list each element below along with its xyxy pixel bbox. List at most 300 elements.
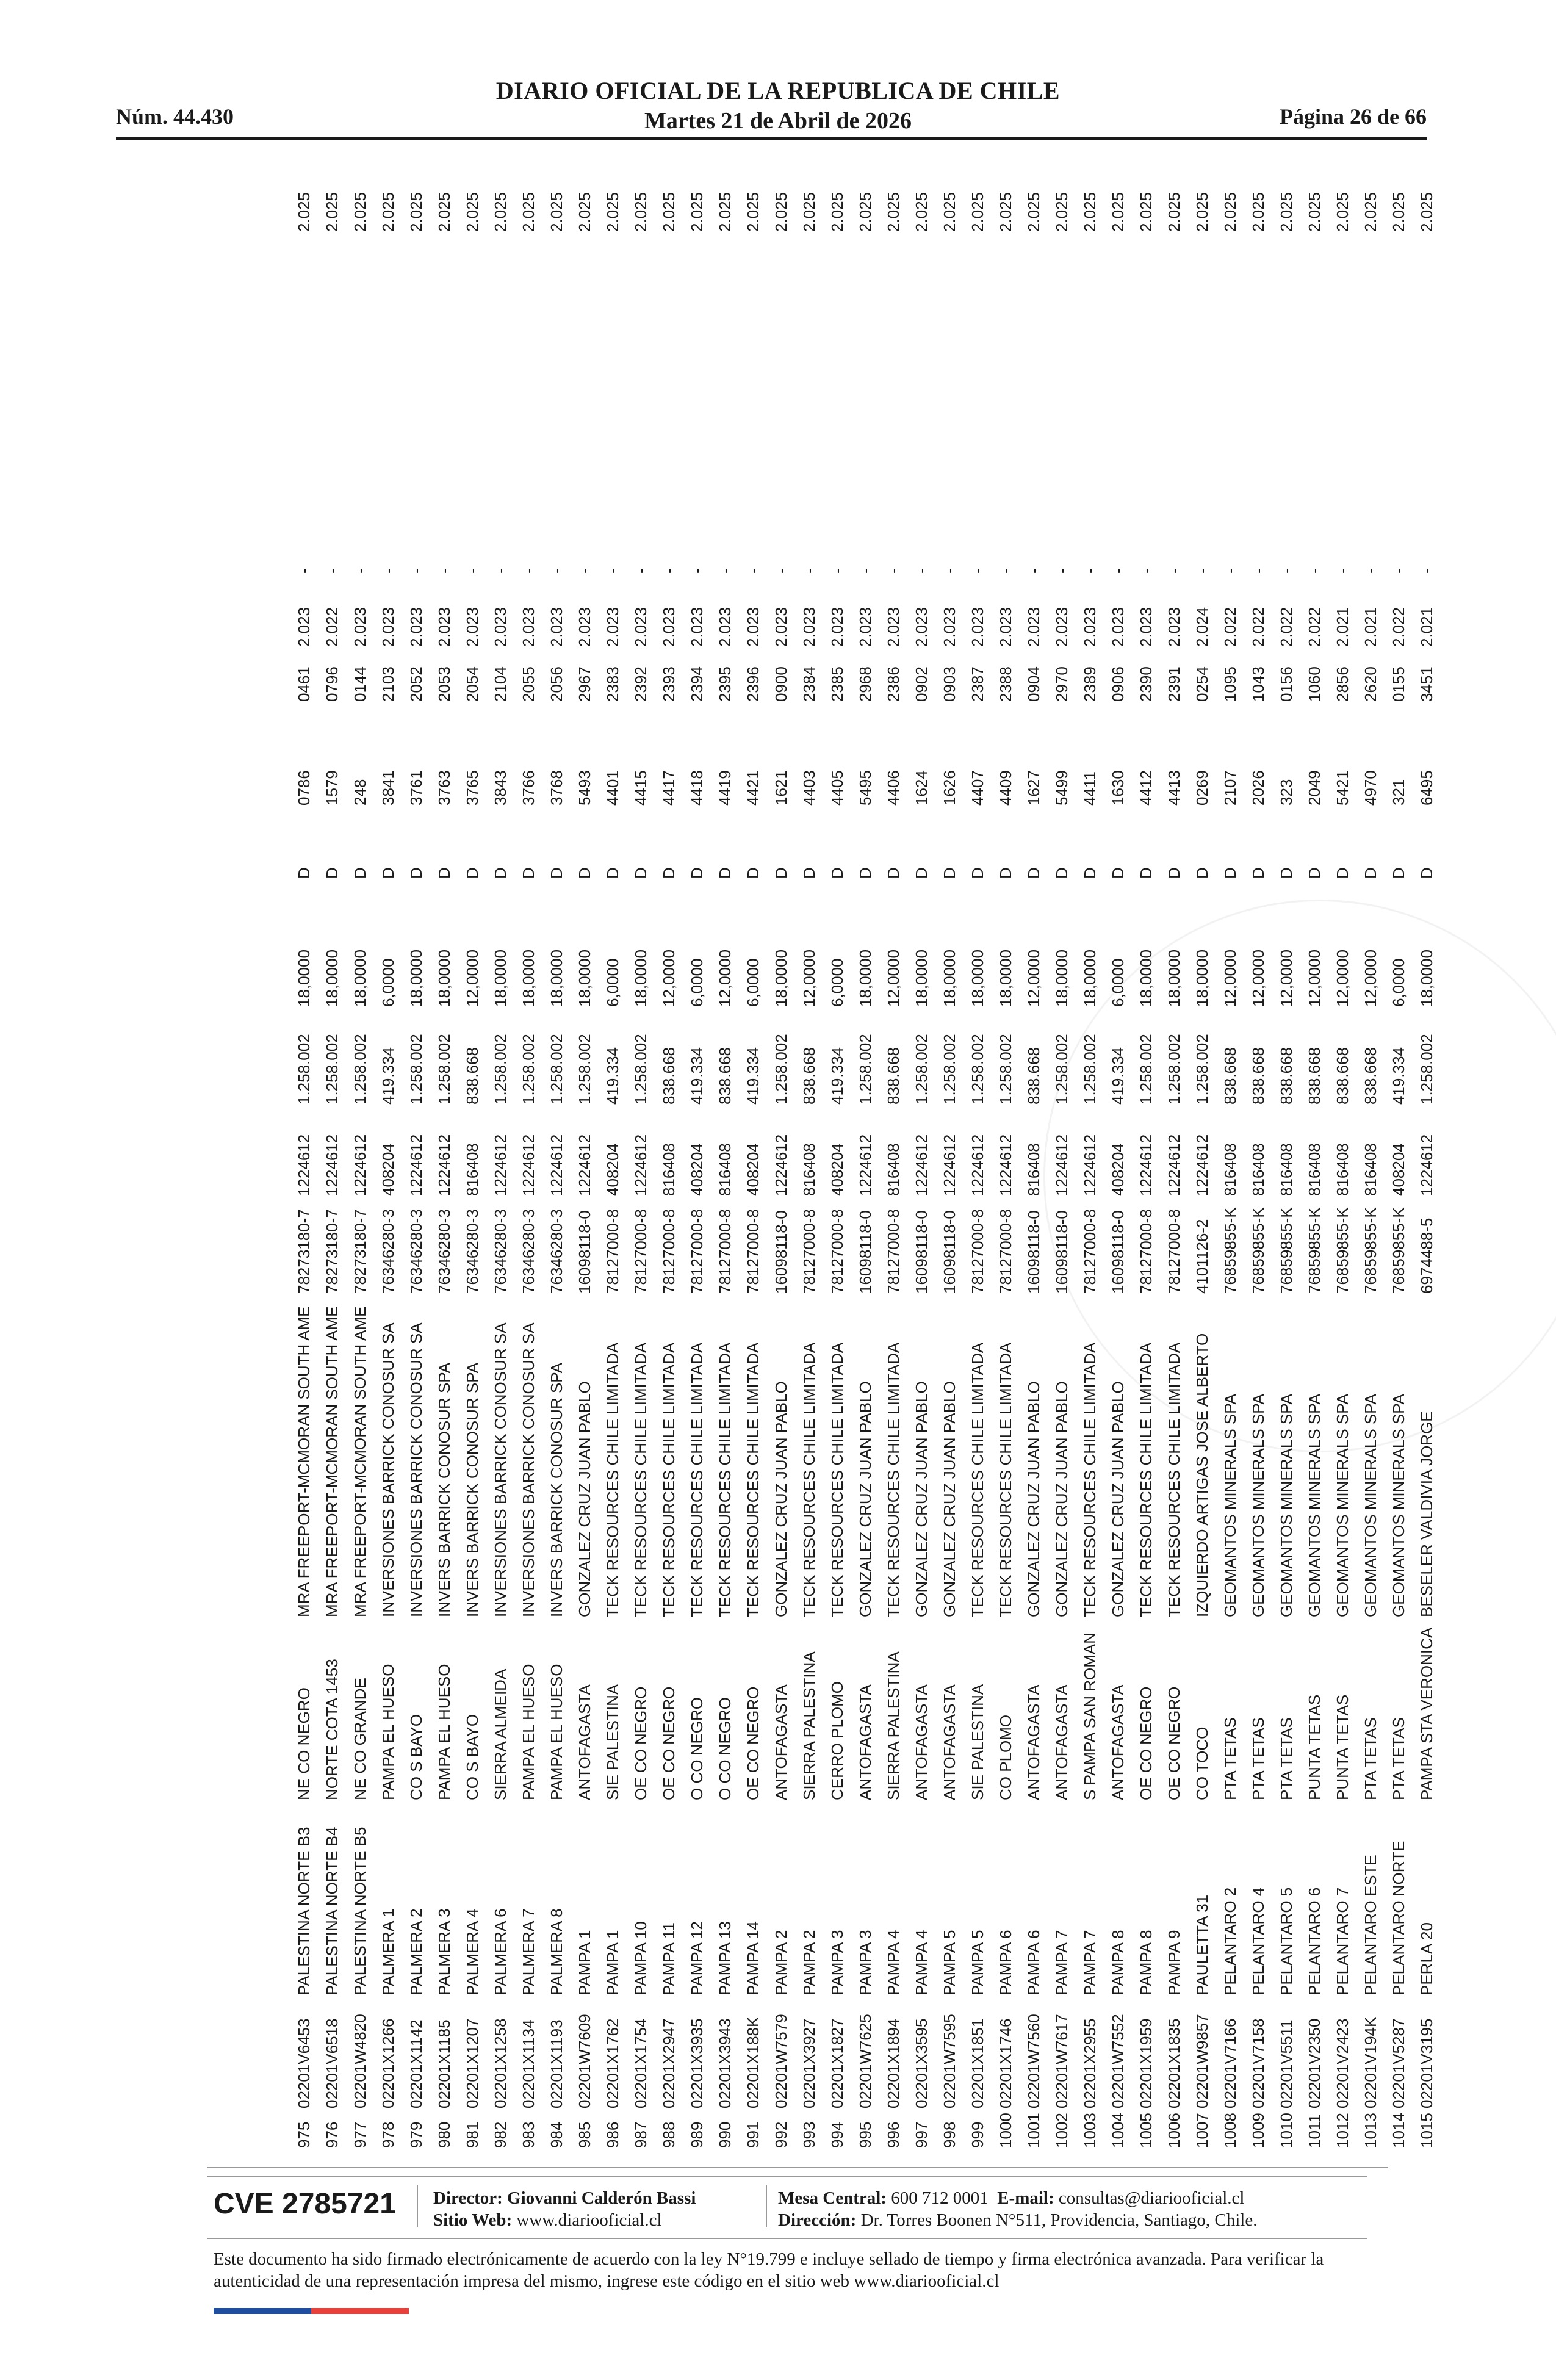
- cell-nu1: 1224612: [323, 1134, 341, 1196]
- cell-yr1: 2.023: [912, 607, 931, 647]
- cell-nu2: 838.668: [716, 1047, 734, 1105]
- cell-cod: 0254: [1193, 666, 1211, 702]
- table-row: [1020, 165, 1048, 2154]
- cell-ubi: ANTOFAGASTA: [1053, 1684, 1071, 1800]
- cell-num: 1579: [323, 770, 341, 806]
- cell-nom: PELANTARO 7: [1333, 1887, 1352, 1996]
- cell-tip: D: [1277, 867, 1295, 879]
- table-row: [1244, 165, 1272, 2154]
- table-row: [1356, 165, 1385, 2154]
- cell-ubi: SIERRA PALESTINA: [884, 1651, 902, 1800]
- cell-nro: 1008: [1221, 2113, 1239, 2148]
- cell-nom: PALESTINA NORTE B4: [323, 1826, 341, 1996]
- cell-rol: 02201X2947: [660, 2018, 678, 2108]
- cell-nro: 987: [632, 2121, 650, 2148]
- table-row: [1076, 165, 1104, 2154]
- cell-yr1: 2.023: [1053, 607, 1071, 647]
- cell-rol: 02201X1827: [828, 2018, 846, 2108]
- cell-nom: PAMPA 14: [744, 1921, 762, 1996]
- cell-nom: PAMPA 7: [1081, 1930, 1099, 1996]
- cell-nu3: 18,0000: [940, 950, 959, 1007]
- cell-nu1: 1224612: [1137, 1134, 1155, 1196]
- cell-rol: 02201V5287: [1389, 2018, 1408, 2108]
- cell-nro: 1014: [1389, 2113, 1408, 2148]
- cell-nu3: 18,0000: [1193, 950, 1211, 1007]
- cell-tip: D: [632, 867, 650, 879]
- cell-num: 2107: [1221, 770, 1239, 806]
- cell-nom: PELANTARO ESTE: [1361, 1855, 1380, 1996]
- cell-nu1: 1224612: [1417, 1134, 1436, 1196]
- cell-tit: INVERSIONES BARRICK CONOSUR SA: [407, 1322, 425, 1617]
- cell-nu3: 6,0000: [1109, 958, 1127, 1007]
- cell-tip: D: [1025, 867, 1043, 879]
- cell-num: 4407: [968, 770, 987, 806]
- cell-rol: 02201X1266: [379, 2018, 397, 2108]
- cell-nu1: 816408: [1333, 1143, 1352, 1196]
- cell-tit: TECK RESOURCES CHILE LIMITADA: [603, 1342, 622, 1617]
- table-row: [655, 165, 683, 2154]
- cell-nu1: 1224612: [435, 1134, 453, 1196]
- cell-rut: 78127000-8: [603, 1209, 622, 1294]
- cell-nu2: 838.668: [884, 1047, 902, 1105]
- cell-tip: D: [940, 867, 959, 879]
- cell-nu1: 1224612: [996, 1134, 1015, 1196]
- cell-tit: TECK RESOURCES CHILE LIMITADA: [800, 1342, 818, 1617]
- cell-nu1: 1224612: [407, 1134, 425, 1196]
- cell-nro: 977: [351, 2121, 369, 2148]
- cell-nu1: 816408: [1277, 1143, 1295, 1196]
- cell-yr1: 2.023: [1025, 607, 1043, 647]
- cell-nu1: 1224612: [547, 1134, 566, 1196]
- cell-nom: PAMPA 2: [772, 1930, 790, 1996]
- cell-nu1: 1224612: [519, 1134, 538, 1196]
- cell-rol: 02201X1851: [968, 2018, 987, 2108]
- cell-das: -: [1389, 568, 1408, 574]
- cell-yr2: 2.025: [603, 192, 622, 232]
- cell-rut: 76859855-K: [1221, 1207, 1239, 1294]
- website-link[interactable]: www.diariooficial.cl: [516, 2210, 662, 2230]
- cell-nro: 994: [828, 2121, 846, 2148]
- cell-cod: 2970: [1053, 666, 1071, 702]
- cell-yr2: 2.025: [1193, 192, 1211, 232]
- cell-rut: 76346280-3: [463, 1209, 481, 1294]
- cell-rol: 02201X1142: [407, 2019, 425, 2108]
- cell-ubi: OE CO NEGRO: [1137, 1686, 1155, 1800]
- cell-tit: GEOMANTOS MINERALS SPA: [1333, 1393, 1352, 1617]
- cell-yr1: 2.023: [519, 607, 538, 647]
- cell-tit: INVERSIONES BARRICK CONOSUR SA: [519, 1322, 538, 1617]
- cell-tit: IZQUIERDO ARTIGAS JOSE ALBERTO: [1193, 1333, 1211, 1617]
- table-row: [795, 165, 823, 2154]
- table-row: [1272, 165, 1300, 2154]
- director-name: Giovanni Calderón Bassi: [507, 2188, 696, 2208]
- cell-nu1: 816408: [1025, 1143, 1043, 1196]
- cell-nom: PAMPA 4: [884, 1930, 902, 1996]
- cell-tip: D: [1361, 867, 1380, 879]
- cell-tit: TECK RESOURCES CHILE LIMITADA: [996, 1342, 1015, 1617]
- cell-nro: 1012: [1333, 2113, 1352, 2148]
- cell-cod: 2968: [856, 666, 874, 702]
- cell-nu1: 816408: [1249, 1143, 1267, 1196]
- cell-nu1: 408204: [1109, 1143, 1127, 1196]
- cell-nu3: 12,0000: [800, 950, 818, 1007]
- cell-nu3: 6,0000: [688, 958, 706, 1007]
- table-row: [627, 165, 655, 2154]
- cell-nom: PELANTARO 2: [1221, 1887, 1239, 1996]
- cell-ubi: PAMPA EL HUESO: [379, 1664, 397, 1800]
- cell-das: -: [435, 568, 453, 574]
- cell-das: -: [1417, 568, 1436, 574]
- cell-nu1: 1224612: [491, 1134, 510, 1196]
- cell-tit: GONZALEZ CRUZ JUAN PABLO: [575, 1381, 594, 1617]
- cell-yr2: 2.025: [435, 192, 453, 232]
- cell-nu1: 1224612: [632, 1134, 650, 1196]
- cell-tit: TECK RESOURCES CHILE LIMITADA: [884, 1342, 902, 1617]
- cell-nro: 990: [716, 2121, 734, 2148]
- cell-tit: GONZALEZ CRUZ JUAN PABLO: [856, 1381, 874, 1617]
- table-row: [374, 165, 402, 2154]
- table-row: [1216, 165, 1244, 2154]
- cell-nro: 993: [800, 2121, 818, 2148]
- cell-tit: INVERSIONES BARRICK CONOSUR SA: [379, 1322, 397, 1617]
- cell-tit: GONZALEZ CRUZ JUAN PABLO: [940, 1381, 959, 1617]
- cell-rut: 76859855-K: [1333, 1207, 1352, 1294]
- cell-yr1: 2.023: [351, 607, 369, 647]
- flag-bar-blue: [214, 2308, 311, 2314]
- cell-das: -: [772, 568, 790, 574]
- page-indicator: Página 26 de 66: [1279, 104, 1427, 129]
- cell-rut: 16098118-0: [1109, 1210, 1127, 1294]
- cell-num: 4418: [688, 770, 706, 806]
- cell-rut: 16098118-0: [912, 1210, 931, 1294]
- cell-das: -: [800, 568, 818, 574]
- cell-nu3: 12,0000: [1277, 950, 1295, 1007]
- cell-yr1: 2.023: [828, 607, 846, 647]
- cell-rut: 76346280-3: [407, 1209, 425, 1294]
- cell-nom: PAMPA 4: [912, 1930, 931, 1996]
- cell-nu1: 1224612: [856, 1134, 874, 1196]
- cell-tip: D: [1305, 867, 1324, 879]
- cell-tip: D: [519, 867, 538, 879]
- cell-nu2: 1.258.002: [575, 1034, 594, 1105]
- cell-nu1: 408204: [688, 1143, 706, 1196]
- cell-das: -: [519, 568, 538, 574]
- cell-tip: D: [379, 867, 397, 879]
- cell-yr1: 2.023: [491, 607, 510, 647]
- cell-cod: 0796: [323, 666, 341, 702]
- cell-nu2: 1.258.002: [772, 1034, 790, 1105]
- cell-yr2: 2.025: [1109, 192, 1127, 232]
- table-row: [542, 165, 571, 2154]
- cell-das: -: [996, 568, 1015, 574]
- cell-nu2: 419.334: [1389, 1047, 1408, 1105]
- cell-rut: 78127000-8: [716, 1209, 734, 1294]
- cell-nu1: 408204: [744, 1143, 762, 1196]
- cell-rut: 78127000-8: [632, 1209, 650, 1294]
- cell-nro: 997: [912, 2121, 931, 2148]
- cell-cod: 2395: [716, 666, 734, 702]
- cell-nro: 981: [463, 2121, 481, 2148]
- cell-tit: GEOMANTOS MINERALS SPA: [1221, 1393, 1239, 1617]
- cell-tit: GONZALEZ CRUZ JUAN PABLO: [1109, 1381, 1127, 1617]
- cell-nu2: 838.668: [1305, 1047, 1324, 1105]
- cell-rol: 02201W7579: [772, 2014, 790, 2108]
- cell-yr1: 2.023: [688, 607, 706, 647]
- cell-cod: 2392: [632, 666, 650, 702]
- cell-nu3: 18,0000: [295, 950, 313, 1007]
- cell-rol: 02201X3943: [716, 2018, 734, 2108]
- cell-nu3: 12,0000: [884, 950, 902, 1007]
- cell-cod: 0461: [295, 666, 313, 702]
- cell-tip: D: [744, 867, 762, 879]
- cell-rol: 02201X1258: [491, 2018, 510, 2108]
- cell-nro: 1010: [1277, 2113, 1295, 2148]
- cell-yr1: 2.023: [940, 607, 959, 647]
- cell-nro: 1009: [1249, 2113, 1267, 2148]
- cell-tip: D: [1249, 867, 1267, 879]
- table-row: [1413, 165, 1441, 2154]
- cell-tip: D: [1389, 867, 1408, 879]
- cell-nom: PELANTARO 4: [1249, 1887, 1267, 1996]
- cell-nu2: 419.334: [688, 1047, 706, 1105]
- cell-nro: 1011: [1305, 2114, 1324, 2148]
- cell-tip: D: [575, 867, 594, 879]
- cell-nom: PELANTARO 5: [1277, 1887, 1295, 1996]
- cell-nro: 989: [688, 2121, 706, 2148]
- cell-nro: 976: [323, 2121, 341, 2148]
- cell-num: 1627: [1025, 770, 1043, 806]
- cell-yr1: 2.023: [1109, 607, 1127, 647]
- cell-nu2: 838.668: [1277, 1047, 1295, 1105]
- cell-yr2: 2.025: [491, 192, 510, 232]
- cell-nom: PAMPA 8: [1137, 1930, 1155, 1996]
- table-row: [599, 165, 627, 2154]
- cell-num: 4409: [996, 770, 1015, 806]
- cell-cod: 1043: [1249, 666, 1267, 702]
- cell-tip: D: [407, 867, 425, 879]
- cell-tip: D: [772, 867, 790, 879]
- cell-rut: 76346280-3: [379, 1209, 397, 1294]
- cell-num: 3761: [407, 770, 425, 806]
- cell-nu3: 18,0000: [323, 950, 341, 1007]
- cell-ubi: SIE PALESTINA: [603, 1684, 622, 1800]
- cell-nu1: 408204: [828, 1143, 846, 1196]
- cell-nom: PALMERA 7: [519, 1908, 538, 1996]
- cell-nu3: 18,0000: [575, 950, 594, 1007]
- cell-yr1: 2.023: [407, 607, 425, 647]
- cell-das: -: [407, 568, 425, 574]
- cell-num: 5499: [1053, 770, 1071, 806]
- cell-nu3: 12,0000: [1305, 950, 1324, 1007]
- table-row: [1328, 165, 1356, 2154]
- cell-rol: 02201V2423: [1333, 2018, 1352, 2108]
- cell-rol: 02201V194K: [1361, 2016, 1380, 2108]
- cell-tit: TECK RESOURCES CHILE LIMITADA: [660, 1342, 678, 1617]
- cell-nom: PALESTINA NORTE B5: [351, 1826, 369, 1996]
- cell-rut: 78127000-8: [1137, 1209, 1155, 1294]
- cell-num: 3768: [547, 770, 566, 806]
- cell-tit: GONZALEZ CRUZ JUAN PABLO: [772, 1381, 790, 1617]
- cell-num: 5421: [1333, 770, 1352, 806]
- cell-nu3: 18,0000: [1081, 950, 1099, 1007]
- cell-yr1: 2.022: [1249, 607, 1267, 647]
- cell-cod: 0155: [1389, 666, 1408, 702]
- cell-rut: 16098118-0: [1025, 1210, 1043, 1294]
- cell-rol: 02201W7560: [1025, 2014, 1043, 2108]
- cell-nu2: 1.258.002: [1193, 1034, 1211, 1105]
- cell-nu3: 18,0000: [1053, 950, 1071, 1007]
- table-row: [1132, 165, 1160, 2154]
- cell-das: -: [1137, 568, 1155, 574]
- cell-rol: 02201X1959: [1137, 2018, 1155, 2108]
- cell-tip: D: [1333, 867, 1352, 879]
- cell-nu2: 1.258.002: [491, 1034, 510, 1105]
- cell-rol: 02201X1185: [435, 2019, 453, 2108]
- cell-nom: PAMPA 3: [856, 1930, 874, 1996]
- cell-nro: 984: [547, 2121, 566, 2148]
- cell-nom: PAMPA 9: [1165, 1930, 1183, 1996]
- cell-yr1: 2.023: [968, 607, 987, 647]
- cell-nu2: 419.334: [744, 1047, 762, 1105]
- cell-nom: PALMERA 8: [547, 1908, 566, 1996]
- table-row: [935, 165, 963, 2154]
- cell-nu2: 1.258.002: [407, 1034, 425, 1105]
- cell-cod: 0906: [1109, 666, 1127, 702]
- cell-ubi: PUNTA TETAS: [1305, 1694, 1324, 1800]
- cell-num: 321: [1389, 779, 1408, 806]
- cell-nom: PAMPA 13: [716, 1921, 734, 1996]
- cell-nu1: 1224612: [968, 1134, 987, 1196]
- cell-rol: 02201V7158: [1249, 2018, 1267, 2108]
- cell-cod: 2054: [463, 666, 481, 702]
- cell-tip: D: [828, 867, 846, 879]
- cell-yr1: 2.023: [772, 607, 790, 647]
- cell-yr2: 2.025: [1333, 192, 1352, 232]
- cell-nu1: 1224612: [1193, 1134, 1211, 1196]
- cell-das: -: [575, 568, 594, 574]
- cell-cod: 0903: [940, 666, 959, 702]
- cell-cod: 2053: [435, 666, 453, 702]
- cell-nu2: 1.258.002: [351, 1034, 369, 1105]
- cell-nu3: 18,0000: [1417, 950, 1436, 1007]
- cell-nro: 1015: [1417, 2113, 1436, 2148]
- cell-nu1: 816408: [463, 1143, 481, 1196]
- cell-nu2: 1.258.002: [323, 1034, 341, 1105]
- cell-yr2: 2.025: [323, 192, 341, 232]
- cell-nu3: 12,0000: [716, 950, 734, 1007]
- cell-nu1: 408204: [379, 1143, 397, 1196]
- cell-yr2: 2.025: [575, 192, 594, 232]
- cell-das: -: [1165, 568, 1183, 574]
- cell-nro: 992: [772, 2121, 790, 2148]
- cell-num: 4419: [716, 770, 734, 806]
- cell-nom: PAMPA 1: [603, 1930, 622, 1996]
- cell-das: -: [1053, 568, 1071, 574]
- cell-nom: PAMPA 10: [632, 1921, 650, 1996]
- table-row: [992, 165, 1020, 2154]
- table-row: [1048, 165, 1076, 2154]
- cell-nu3: 18,0000: [1165, 950, 1183, 1007]
- cell-ubi: ANTOFAGASTA: [772, 1684, 790, 1800]
- cell-yr1: 2.023: [660, 607, 678, 647]
- cell-nom: PAULETTA 31: [1193, 1894, 1211, 1996]
- cell-rol: 02201X2955: [1081, 2018, 1099, 2108]
- table-row: [346, 165, 374, 2154]
- cell-das: -: [632, 568, 650, 574]
- cell-nu3: 18,0000: [547, 950, 566, 1007]
- cell-nu2: 838.668: [1221, 1047, 1239, 1105]
- cell-tip: D: [1221, 867, 1239, 879]
- cell-cod: 2620: [1361, 666, 1380, 702]
- cell-tit: GEOMANTOS MINERALS SPA: [1277, 1393, 1295, 1617]
- cell-nu1: 1224612: [295, 1134, 313, 1196]
- cell-num: 4403: [800, 770, 818, 806]
- cell-num: 1624: [912, 770, 931, 806]
- cell-das: -: [1109, 568, 1127, 574]
- cell-rol: 02201V3195: [1417, 2018, 1436, 2108]
- cell-rut: 16098118-0: [772, 1210, 790, 1294]
- cell-das: -: [744, 568, 762, 574]
- cell-yr2: 2.025: [772, 192, 790, 232]
- cell-ubi: SIE PALESTINA: [968, 1684, 987, 1800]
- cell-nro: 1006: [1165, 2113, 1183, 2148]
- cell-nu2: 838.668: [1025, 1047, 1043, 1105]
- cell-yr2: 2.025: [547, 192, 566, 232]
- cell-nu2: 838.668: [1361, 1047, 1380, 1105]
- publication-date: Martes 21 de Abril de 2026: [644, 108, 912, 134]
- cell-ubi: PAMPA EL HUESO: [435, 1664, 453, 1800]
- footer-divider-top: [207, 2176, 1367, 2177]
- signature-note: Este documento ha sido firmado electrónicamente de acuerdo con la ley N°19.799 e incluye sellado de tiempo y firma electrónica avanzada. Para verificar la autenticidad de una representación impresa del mismo, ingrese este código en el sitio web www.diariooficial.cl: [214, 2249, 1324, 2291]
- cell-ubi: PAMPA EL HUESO: [547, 1664, 566, 1800]
- table-row: [1160, 165, 1188, 2154]
- cell-num: 1630: [1109, 770, 1127, 806]
- cell-rut: 78127000-8: [1081, 1209, 1099, 1294]
- cell-ubi: PTA TETAS: [1221, 1717, 1239, 1800]
- cell-yr1: 2.022: [1221, 607, 1239, 647]
- cell-yr2: 2.025: [1025, 192, 1043, 232]
- cell-nu1: 1224612: [1165, 1134, 1183, 1196]
- cell-cod: 2388: [996, 666, 1015, 702]
- cell-rol: 02201W7625: [856, 2014, 874, 2108]
- cell-cod: 2104: [491, 666, 510, 702]
- cell-yr1: 2.021: [1417, 607, 1436, 647]
- cell-yr2: 2.025: [968, 192, 987, 232]
- cell-das: -: [940, 568, 959, 574]
- cell-tip: D: [856, 867, 874, 879]
- cell-nu3: 6,0000: [744, 958, 762, 1007]
- cell-rol: 02201X1754: [632, 2018, 650, 2108]
- email-label: E-mail:: [997, 2188, 1054, 2208]
- cell-yr2: 2.025: [1137, 192, 1155, 232]
- cell-nu2: 838.668: [1333, 1047, 1352, 1105]
- cell-nu3: 12,0000: [660, 950, 678, 1007]
- cell-nu2: 1.258.002: [435, 1034, 453, 1105]
- cell-yr1: 2.021: [1333, 607, 1352, 647]
- cell-yr1: 2.022: [1389, 607, 1408, 647]
- cell-tit: GEOMANTOS MINERALS SPA: [1389, 1393, 1408, 1617]
- footer-divider-bottom: [207, 2238, 1367, 2239]
- cell-rut: 78127000-8: [968, 1209, 987, 1294]
- cell-das: -: [491, 568, 510, 574]
- cell-rut: 76346280-3: [547, 1209, 566, 1294]
- cell-nu3: 12,0000: [463, 950, 481, 1007]
- cell-num: 323: [1277, 779, 1295, 806]
- cell-rol: 02201X1835: [1165, 2018, 1183, 2108]
- email-link[interactable]: consultas@diariooficial.cl: [1058, 2188, 1245, 2208]
- cell-nro: 986: [603, 2121, 622, 2148]
- cell-nu2: 1.258.002: [856, 1034, 874, 1105]
